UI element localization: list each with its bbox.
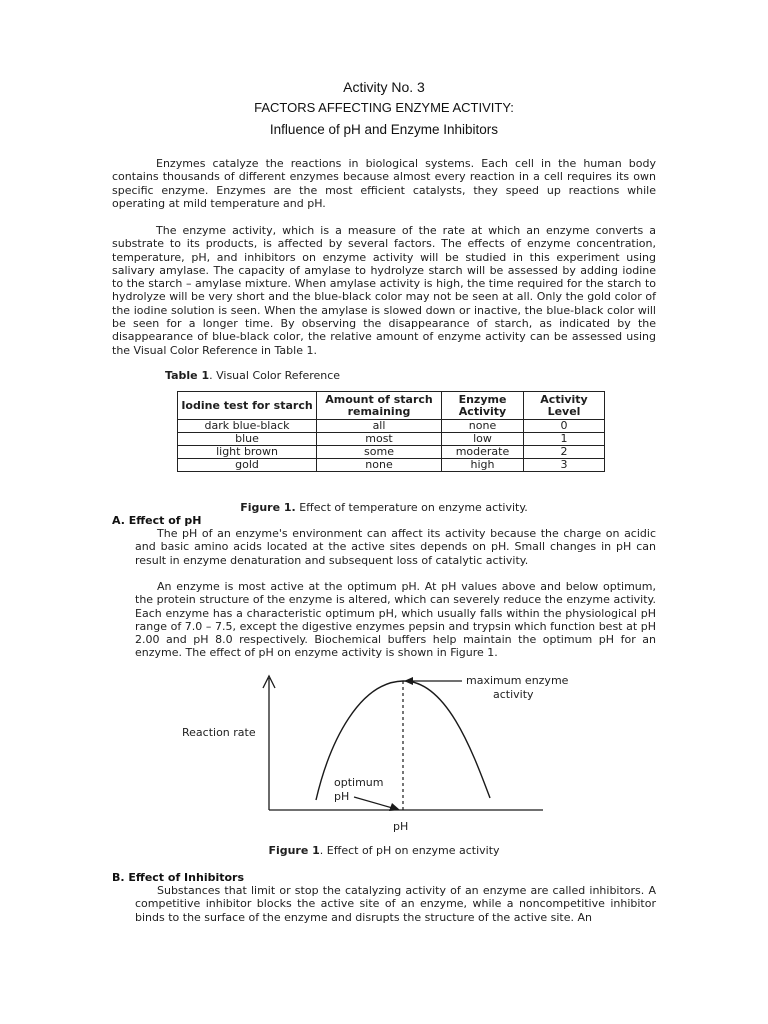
table-header-cell: Amount of starch remaining	[317, 392, 442, 420]
document-title: FACTORS AFFECTING ENZYME ACTIVITY:	[254, 100, 514, 115]
table-cell: none	[317, 459, 442, 472]
optimum-label-1: optimum	[334, 776, 384, 789]
table-header-cell: Activity Level	[524, 392, 605, 420]
optimum-label-2: pH	[334, 790, 350, 803]
optimum-arrowhead	[389, 803, 400, 811]
maximum-activity-label-2: activity	[493, 688, 534, 701]
table-cell: blue	[178, 433, 317, 446]
table-row	[178, 420, 605, 433]
figure-ph-caption	[0, 844, 768, 857]
table-cell: 0	[524, 420, 605, 433]
figure-temperature-caption-label: Figure 1.	[240, 501, 296, 514]
table-cell: all	[317, 420, 442, 433]
section-a-paragraph-2: An enzyme is most active at the optimum pH. At pH values above and below optimum, the protein structure of the enzyme is altered, which can severely reduce the enzyme activity. Each enzyme has a characteristic optimum pH, which usually falls within the physiological pH range of 7.0 – 7.5, except the digestive enzymes pepsin and trypsin which function best at pH 2.00 and pH 8.0 respectively. Biochemical buffers help maintain the optimum pH for an enzyme. The effect of pH on enzyme activity is shown in Figure 1.	[135, 580, 656, 660]
document-subtitle: Influence of pH and Enzyme Inhibitors	[269, 122, 499, 137]
optimum-arrow-line	[354, 797, 396, 809]
maximum-arrowhead	[404, 677, 413, 685]
x-axis-label: pH	[393, 820, 409, 833]
figure-ph-caption-text: . Effect of pH on enzyme activity	[319, 844, 500, 857]
table-row	[178, 433, 605, 446]
y-axis-label: Reaction rate	[182, 726, 256, 739]
table-cell: none	[442, 420, 524, 433]
table-cell: 3	[524, 459, 605, 472]
figure-temperature-caption	[0, 501, 768, 514]
table-caption-label: Table 1	[165, 369, 210, 382]
table-caption	[165, 369, 340, 382]
visual-color-reference-table	[177, 391, 605, 472]
table-cell: moderate	[442, 446, 524, 459]
table-cell: light brown	[178, 446, 317, 459]
table-cell: gold	[178, 459, 317, 472]
section-b-heading: B. Effect of Inhibitors	[112, 871, 245, 884]
table-cell: low	[442, 433, 524, 446]
intro-paragraph-2: The enzyme activity, which is a measure of the rate at which an enzyme converts a substrate to its products, is affected by several factors. The effects of enzyme concentration, temperature, pH, and inhibitors on enzyme activity will be studied in this experiment using salivary amylase. The capacity of amylase to hydrolyze starch will be assessed by adding iodine to the starch – amylase mixture. When amylase activity is high, the time required for the starch to hydrolyze will be very short and the blue-black color may not be seen at all. Only the gold color of the iodine solution is seen. When the amylase is slowed down or inactive, the blue-black color will be seen for a longer time. By observing the disappearance of starch, as indicated by the disappearance of blue-black color, the relative amount of enzyme activity can be assessed using the Visual Color Reference in Table 1.	[112, 224, 656, 357]
table-cell: high	[442, 459, 524, 472]
table-cell: most	[317, 433, 442, 446]
ph-activity-graph	[0, 660, 768, 835]
figure-ph-caption-label: Figure 1	[268, 844, 320, 857]
table-cell: some	[317, 446, 442, 459]
section-b-paragraph-1: Substances that limit or stop the catalyzing activity of an enzyme are called inhibitors. A competitive inhibitor blocks the active site of an enzyme, while a noncompetitive inhibitor binds to the surface of the enzyme and disrupts the structure of the active site. An	[135, 884, 656, 924]
table-row	[178, 446, 605, 459]
section-a-heading: A. Effect of pH	[112, 514, 202, 527]
table-header-cell: Enzyme Activity	[442, 392, 524, 420]
section-a-paragraph-1: The pH of an enzyme's environment can affect its activity because the charge on acidic and basic amino acids located at the active sites depends on pH. Small changes in pH can result in enzyme denaturation and subsequent loss of catalytic activity.	[135, 527, 656, 567]
table-caption-text: . Visual Color Reference	[209, 369, 341, 382]
activity-number: Activity No. 3	[343, 79, 425, 95]
intro-paragraph-1: Enzymes catalyze the reactions in biological systems. Each cell in the human body contains thousands of different enzymes because almost every reaction in a cell requires its own specific enzyme. Enzymes are the most efficient catalysts, they speed up reactions while operating at mild temperature and pH.	[112, 157, 656, 210]
figure-temperature-caption-text: Effect of temperature on enzyme activity.	[295, 501, 528, 514]
table-cell: dark blue-black	[178, 420, 317, 433]
table-header-row	[178, 392, 605, 420]
table-cell: 1	[524, 433, 605, 446]
table-row	[178, 459, 605, 472]
table-header-cell: Iodine test for starch	[178, 392, 317, 420]
table-cell: 2	[524, 446, 605, 459]
maximum-activity-label-1: maximum enzyme	[466, 674, 569, 687]
